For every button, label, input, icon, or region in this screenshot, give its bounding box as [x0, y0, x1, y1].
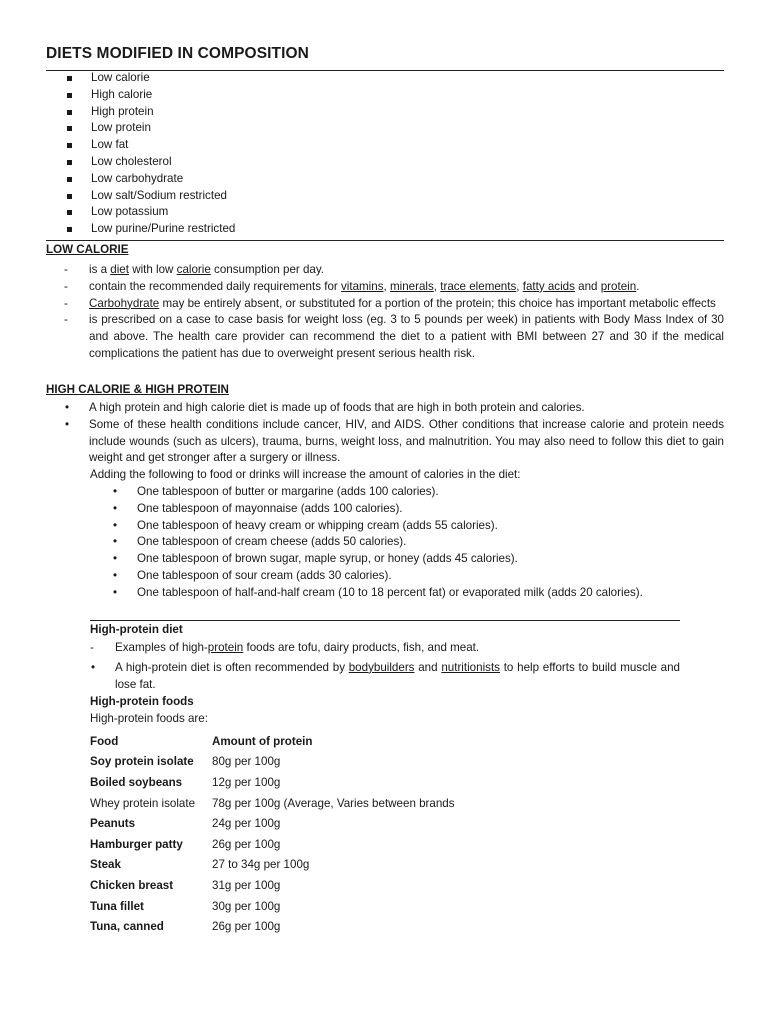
amount-cell: 26g per 100g — [212, 920, 281, 934]
list-item: • One tablespoon of half-and-half cream (10 to 18 percent fat) or evaporated milk (adds 20 calories). — [112, 585, 680, 602]
high-calorie-heading: HIGH CALORIE & HIGH PROTEIN — [46, 383, 229, 396]
amount-cell: 30g per 100g — [212, 899, 281, 913]
table-row — [90, 916, 455, 937]
column-header-food: Food — [90, 734, 119, 748]
amount-cell: 12g per 100g — [212, 775, 281, 789]
list-item: - Examples of high-protein foods are tofu, dairy products, fish, and meat. — [90, 640, 680, 657]
nutritionists-link[interactable]: nutritionists — [441, 660, 500, 674]
food-cell: Tuna, canned — [90, 920, 164, 934]
low-calorie-heading: LOW CALORIE — [46, 243, 129, 256]
amount-cell: 78g per 100g (Average, Varies between brands — [212, 796, 455, 810]
food-cell: Boiled soybeans — [90, 775, 183, 789]
diet-link[interactable]: diet — [110, 263, 129, 276]
high-protein-diet-heading: High-protein diet — [90, 623, 183, 636]
list-item: Low potassium — [64, 204, 235, 221]
list-item: Low protein — [64, 120, 235, 137]
table-row — [90, 896, 455, 917]
fatty-acids-link[interactable]: fatty acids — [522, 279, 575, 293]
calorie-link[interactable]: calorie — [176, 263, 211, 276]
protein-table — [90, 731, 455, 937]
list-item: • One tablespoon of mayonnaise (adds 100 calories). — [112, 501, 680, 518]
food-cell: Hamburger patty — [90, 837, 183, 851]
list-item: • One tablespoon of cream cheese (adds 50 calories). — [112, 534, 680, 551]
table-row — [90, 834, 455, 855]
list-item: • Some of these health conditions include cancer, HIV, and AIDS. Other conditions that increase calorie and protein needs include wounds (such as ulcers), trauma, burns, weight loss, and malnutrition. You may also need to follow this diet to gain weight and get stronger after a surgery or illness. — [64, 417, 724, 467]
table-row — [90, 793, 455, 814]
low-calorie-list — [64, 262, 724, 363]
bodybuilders-link[interactable]: bodybuilders — [348, 660, 415, 674]
adding-intro: Adding the following to food or drinks will increase the amount of calories in the diet: — [90, 468, 521, 481]
list-item: • One tablespoon of sour cream (adds 30 calories). — [112, 568, 680, 585]
list-item: • A high protein and high calorie diet is made up of foods that are high in both protein and calories. — [64, 400, 724, 417]
list-item: Low fat — [64, 137, 235, 154]
amount-cell: 24g per 100g — [212, 817, 281, 831]
column-header-amount: Amount of protein — [212, 734, 313, 748]
food-cell: Tuna fillet — [90, 899, 144, 913]
list-item: - is a diet with low calorie consumption per day. — [64, 262, 724, 279]
list-item: - Carbohydrate may be entirely absent, or substituted for a portion of the protein; this choice has important metabolic effects — [64, 296, 724, 313]
list-item: Low calorie — [64, 70, 235, 87]
high-calorie-list — [64, 400, 724, 467]
amount-cell: 31g per 100g — [212, 878, 281, 892]
high-protein-diet-list — [90, 640, 680, 693]
list-item: • One tablespoon of brown sugar, maple syrup, or honey (adds 45 calories). — [112, 551, 680, 568]
list-item: - contain the recommended daily requirements for vitamins, minerals, trace elements, fatty acids and protein. — [64, 279, 724, 296]
list-item: Low salt/Sodium restricted — [64, 188, 235, 205]
list-item: • One tablespoon of butter or margarine (adds 100 calories). — [112, 484, 680, 501]
table-header-row — [90, 731, 455, 752]
food-cell: Peanuts — [90, 817, 136, 831]
calorie-additions-list — [112, 484, 680, 602]
amount-cell: 80g per 100g — [212, 755, 281, 769]
list-item: Low cholesterol — [64, 154, 235, 171]
table-row — [90, 752, 455, 773]
list-item: • One tablespoon of heavy cream or whipping cream (adds 55 calories). — [112, 518, 680, 535]
table-row — [90, 772, 455, 793]
table-row — [90, 875, 455, 896]
food-cell: Soy protein isolate — [90, 755, 194, 769]
food-cell: Steak — [90, 858, 121, 872]
list-item: High calorie — [64, 87, 235, 104]
list-item: High protein — [64, 104, 235, 121]
minerals-link[interactable]: minerals — [389, 279, 434, 293]
table-row — [90, 813, 455, 834]
list-item: Low carbohydrate — [64, 171, 235, 188]
protein-link[interactable]: protein — [207, 641, 244, 654]
carbohydrate-link[interactable]: Carbohydrate — [89, 296, 160, 310]
high-protein-foods-heading: High-protein foods — [90, 695, 194, 708]
subsection-divider — [90, 620, 680, 621]
list-item: Low purine/Purine restricted — [64, 221, 235, 238]
trace-elements-link[interactable]: trace elements — [440, 279, 517, 293]
food-cell: Chicken breast — [90, 878, 174, 892]
list-item: - is prescribed on a case to case basis for weight loss (eg. 3 to 5 pounds per week) in patients with Body Mass Index of 30 and above. The health care provider can recommend the diet to a patient with BMI between 27 and 30 if the medical complications the patient has due to overweight present serious health risk. — [64, 312, 724, 362]
table-row — [90, 855, 455, 876]
vitamins-link[interactable]: vitamins — [340, 279, 384, 293]
list-item: • A high-protein diet is often recommended by bodybuilders and nutritionists to help efforts to build muscle and lose fat. — [90, 660, 680, 694]
protein-link[interactable]: protein — [600, 279, 637, 293]
page-title: DIETS MODIFIED IN COMPOSITION — [46, 45, 309, 62]
section-divider — [46, 240, 724, 241]
amount-cell: 27 to 34g per 100g — [212, 858, 310, 872]
amount-cell: 26g per 100g — [212, 837, 281, 851]
diet-types-list — [64, 70, 235, 238]
high-protein-foods-intro: High-protein foods are: — [90, 712, 208, 725]
food-cell: Whey protein isolate — [90, 796, 196, 810]
